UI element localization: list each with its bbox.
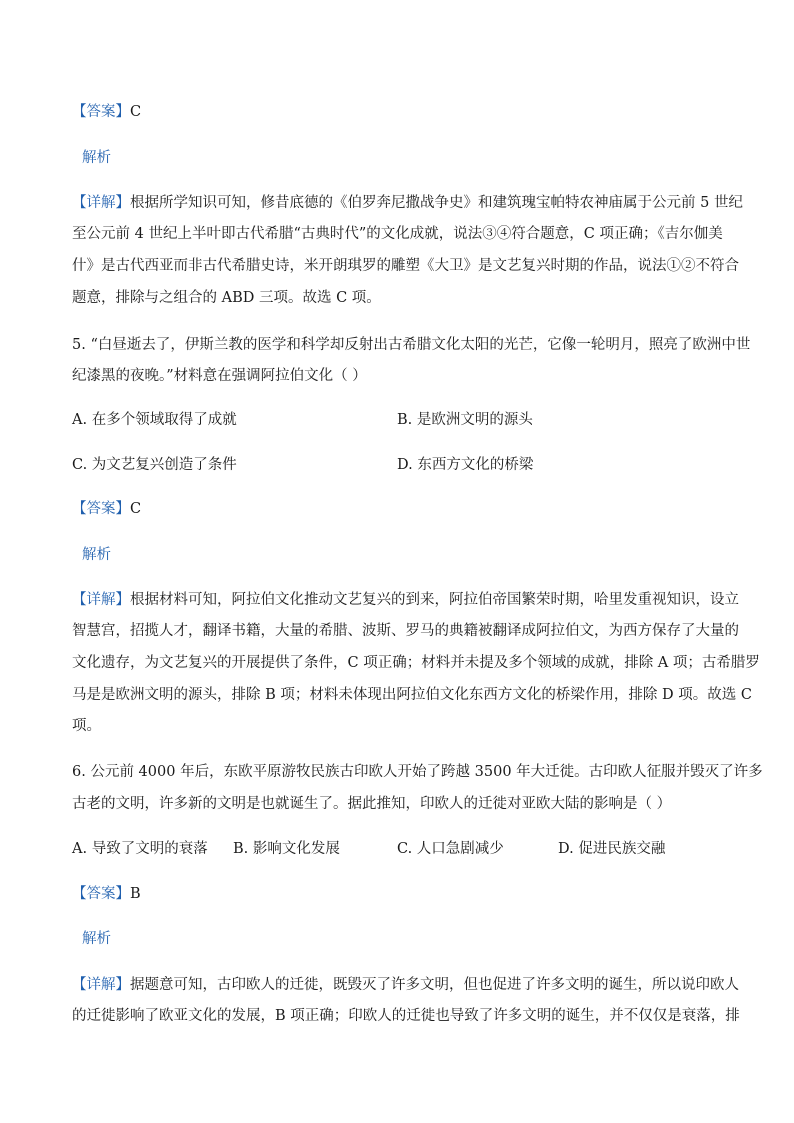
detail-line: 至公元前 4 世纪上半叶即古代希腊“古典时代”的文化成就，说法③④符合题意，C 项正确；《吉尔伽美 (72, 226, 723, 242)
analysis-label: 解析 (82, 547, 111, 563)
detail-tag: 【详解】 (72, 592, 130, 608)
q6-option-a: A. 导致了文明的衰落 (72, 841, 208, 857)
detail-line: 什》是古代西亚而非古代希腊史诗，米开朗琪罗的雕塑《大卫》是文艺复兴时期的作品，说法①②不符合 (72, 258, 739, 274)
q5-option-b: B. 是欧洲文明的源头 (397, 412, 533, 428)
detail-line (72, 975, 739, 995)
q6-option-d: D. 促进民族交融 (558, 841, 666, 857)
detail-tag: 【详解】 (72, 195, 130, 211)
answer-line (72, 102, 722, 122)
analysis-heading (72, 148, 722, 168)
answer-value: B (130, 886, 141, 902)
detail-line: 项。 (72, 718, 101, 734)
detail-tag: 【详解】 (72, 977, 130, 993)
question-5-line: 纪漆黑的夜晚。”材料意在强调阿拉伯文化（ ） (72, 368, 367, 384)
detail-text: 据题意可知，古印欧人的迁徙，既毁灭了许多文明，但也促进了许多文明的诞生，所以说印欧人 (130, 977, 739, 993)
answer-line (72, 499, 722, 519)
detail-text: 根据材料可知，阿拉伯文化推动文艺复兴的到来，阿拉伯帝国繁荣时期，哈里发重视知识，设立 (130, 592, 739, 608)
answer-tag: 【答案】 (72, 886, 130, 902)
answer-value: C (130, 501, 142, 517)
q5-option-a: A. 在多个领域取得了成就 (72, 412, 237, 428)
q5-option-c: C. 为文艺复兴创造了条件 (72, 457, 237, 473)
answer-value: C (130, 104, 142, 120)
detail-line: 文化遗存，为文艺复兴的开展提供了条件，C 项正确；材料并未提及多个领域的成就，排除 A 项；古希腊罗 (72, 655, 760, 671)
detail-line: 智慧宫，招揽人才，翻译书籍，大量的希腊、波斯、罗马的典籍被翻译成阿拉伯文，为西方保存了大量的 (72, 623, 739, 639)
answer-tag: 【答案】 (72, 104, 130, 120)
detail-line: 马是是欧洲文明的源头，排除 B 项；材料未体现出阿拉伯文化东西方文化的桥梁作用，排除 D 项。故选 C (72, 687, 752, 703)
question-6-line: 6. 公元前 4000 年后，东欧平原游牧民族古印欧人开始了跨越 3500 年大迁徙。古印欧人征服并毁灭了许多 (72, 764, 763, 780)
detail-line: 题意，排除与之组合的 ABD 三项。故选 C 项。 (72, 290, 381, 306)
answer-tag: 【答案】 (72, 501, 130, 517)
analysis-heading (72, 929, 722, 949)
detail-line (72, 590, 739, 610)
detail-line: 的迁徙影响了欧亚文化的发展，B 项正确；印欧人的迁徙也导致了许多文明的诞生，并不仅仅是衰落，排 (72, 1008, 740, 1024)
analysis-heading (72, 545, 722, 565)
detail-line (72, 193, 743, 213)
q5-option-d: D. 东西方文化的桥梁 (397, 457, 534, 473)
question-5-line: 5. “白昼逝去了，伊斯兰教的医学和科学却反射出古希腊文化太阳的光芒，它像一轮明月，照亮了欧洲中世 (72, 337, 751, 353)
question-6-line: 古老的文明，许多新的文明是也就诞生了。据此推知，印欧人的迁徙对亚欧大陆的影响是（ ） (72, 796, 672, 812)
q6-option-c: C. 人口急剧减少 (397, 841, 504, 857)
answer-line (72, 884, 722, 904)
analysis-label: 解析 (82, 150, 111, 166)
analysis-label: 解析 (82, 931, 111, 947)
q6-option-b: B. 影响文化发展 (233, 841, 340, 857)
detail-text: 根据所学知识可知，修昔底德的《伯罗奔尼撒战争史》和建筑瑰宝帕特农神庙属于公元前 5 世纪 (130, 195, 743, 211)
